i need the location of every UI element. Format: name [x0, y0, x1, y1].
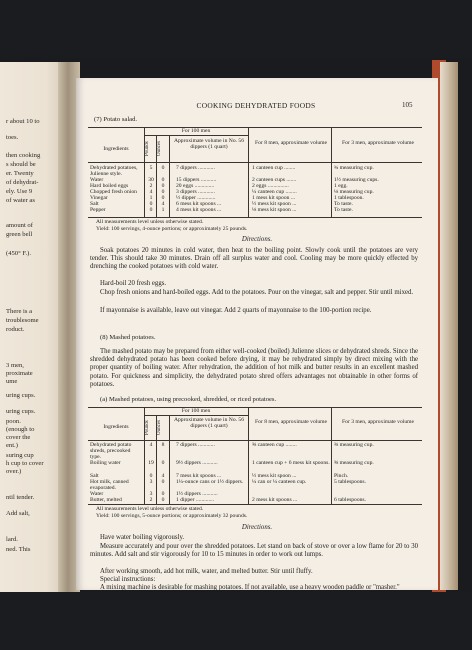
- table-cell: 1 dipper .............: [176, 497, 215, 503]
- left-fragment: cover the: [6, 434, 31, 441]
- table-cell: Dehydrated potato shreds, precooked type.: [90, 442, 132, 460]
- left-fragment: proximate: [6, 370, 33, 377]
- table-cell: 0: [149, 207, 153, 213]
- table-cell: Hard boiled eggs: [90, 183, 129, 189]
- table-cell: 4: [149, 442, 153, 448]
- table-cell: Chopped fresh onion: [90, 189, 137, 195]
- table-cell: 3: [149, 491, 153, 497]
- column-header: Pounds: [145, 141, 150, 157]
- column-header: Ounces: [157, 420, 162, 436]
- left-fragment: then cooking: [6, 152, 41, 159]
- table-cell: 19: [148, 460, 154, 466]
- left-fragment: h cup to cover: [6, 460, 44, 467]
- table-cell: 0: [161, 195, 165, 201]
- column-header: Ingredients: [103, 146, 129, 152]
- left-fragment: There is a: [6, 308, 32, 315]
- table-cell: Boiling water: [90, 460, 121, 466]
- table-cell: 1 egg.: [334, 183, 348, 189]
- table-cell: 0: [161, 189, 165, 195]
- table-cell: 2: [149, 497, 153, 503]
- paragraph: The mashed potato may be prepared from either well-cooked (boiled) Julienne slices or dehydrated shreds. Since the shredded dehydrated potato has been cooked before drying, it may be rehydrated simply by direct mixing with the proper quantity of boiling water. After rehydration, the addition of hot milk and butter results in an excellent mashed potato. For quickness and simplicity, the dehydrated potato shred offers advantages not obtainable in other forms of potatoes.: [90, 348, 418, 388]
- paragraph: Hard-boil 20 fresh eggs.: [100, 280, 167, 287]
- table-cell: 2 mess kit spoons ...: [252, 497, 298, 503]
- table-cell: 6 mess kit spoons ...: [176, 201, 222, 207]
- column-header: For 3 men, approximate volume: [342, 419, 414, 425]
- paragraph: Measure accurately and pour over the shredded potatoes. Let stand on back of stove or over a low flame for 20 to 30 minutes. Add salt and stir vigorously for 10 to 15 minutes in order to work out lumps.: [90, 543, 418, 559]
- table-cell: ¼ can or ¼ canteen cup.: [252, 479, 307, 485]
- table-cell: ¾ measuring cup.: [334, 165, 374, 171]
- left-fragment: er. Twenty: [6, 170, 34, 177]
- left-page: [0, 62, 66, 622]
- left-fragment: Add salt,: [6, 510, 30, 517]
- left-fragment: ent.): [6, 442, 18, 449]
- table-cell: 2 eggs ...............: [252, 183, 289, 189]
- book-page-edges: [440, 62, 458, 590]
- column-header: Ingredients: [103, 424, 129, 430]
- table-cell: 0: [161, 460, 165, 466]
- table-cell: 1: [161, 207, 165, 213]
- group-header: For 100 men: [181, 128, 211, 134]
- directions-heading: Directions.: [241, 236, 273, 243]
- left-fragment: lard.: [6, 536, 18, 543]
- table-cell: To taste.: [334, 207, 353, 213]
- table-cell: 0: [161, 479, 165, 485]
- column-header: Pounds: [145, 420, 150, 436]
- table-cell: Salt: [90, 473, 99, 479]
- table-cell: 1 tablespoon.: [334, 195, 364, 201]
- table-cell: 15 dippers ...........: [176, 177, 217, 183]
- table-cell: 7 dippers ............: [176, 442, 215, 448]
- table-cell: 6 tablespoons.: [334, 497, 367, 503]
- table-cell: 30: [148, 177, 154, 183]
- left-fragment: (enough to: [6, 426, 35, 433]
- left-fragment: ned. This: [6, 546, 31, 553]
- table-cell: 0: [161, 165, 165, 171]
- group-header: For 100 men: [181, 408, 211, 414]
- background-bottom: [0, 592, 472, 650]
- paragraph: If mayonnaise is available, leave out vinegar. Add 2 quarts of mayonnaise to the 100-portion recipe.: [100, 307, 372, 314]
- left-fragment: roduct.: [6, 326, 25, 333]
- table-cell: 1½ dippers ...........: [176, 491, 218, 497]
- table-cell: 4: [149, 189, 153, 195]
- left-fragment: uring cups.: [6, 392, 36, 399]
- table-cell: 4 mess kit spoons ...: [176, 207, 222, 213]
- table-cell: 3 dippers ............: [176, 189, 215, 195]
- table-cell: Pepper: [90, 207, 106, 213]
- column-header: For 3 men, approximate volume: [342, 140, 414, 146]
- recipe-title-potato-salad: (7) Potato salad.: [94, 116, 138, 123]
- table-cell: 0: [161, 177, 165, 183]
- table-cell: 5: [149, 165, 153, 171]
- directions-heading: Directions.: [241, 524, 273, 531]
- paragraph: Have water boiling vigorously.: [100, 534, 185, 541]
- table-cell: 0: [161, 183, 165, 189]
- left-fragment: ume: [6, 378, 18, 385]
- left-fragment: 3 men,: [6, 362, 24, 369]
- table-cell: ½ mess kit spoon ...: [252, 201, 297, 207]
- left-fragment: amount of: [6, 222, 33, 229]
- table-cell: 0: [161, 497, 165, 503]
- left-fragment: over.): [6, 468, 22, 475]
- table-note: Yield: 100 servings, 4-ounce portions; or approximately 25 pounds.: [96, 226, 248, 232]
- table-cell: Hot milk, canned evaporated.: [90, 479, 129, 491]
- table-cell: 4: [161, 473, 165, 479]
- left-fragment: toes.: [6, 134, 19, 141]
- table-cell: Salt: [90, 201, 99, 207]
- table-cell: ⅛ measuring cup.: [334, 189, 374, 195]
- table-cell: ½ mess kit spoon ...: [252, 473, 297, 479]
- column-header: Ounces: [157, 141, 162, 157]
- table-cell: Vinegar: [90, 195, 108, 201]
- table-cell: ½ dipper .............: [176, 195, 216, 201]
- table-cell: ⅛ mess kit spoon ...: [252, 207, 297, 213]
- background-top: [0, 0, 472, 58]
- left-fragment: poon.: [6, 418, 21, 425]
- table-note: All measurements level unless otherwise stated.: [96, 506, 204, 512]
- left-fragment: of dehydrat-: [6, 179, 39, 186]
- sub-recipe-title: (a) Mashed potatoes, using precooked, shredded, or riced potatoes.: [100, 396, 277, 403]
- paragraph: Special instructions:: [100, 576, 156, 583]
- table-cell: ⅝ measuring cup.: [334, 460, 374, 466]
- table-cell: 4: [161, 201, 165, 207]
- table-cell: 8: [161, 442, 165, 448]
- left-fragment: green bell: [6, 231, 33, 238]
- table-cell: ¼ canteen cup ........: [252, 189, 297, 195]
- table-cell: 1: [149, 195, 153, 201]
- paragraph: After working smooth, add hot milk, water, and melted butter. Stir until fluffy.: [100, 568, 313, 575]
- table-cell: 0: [149, 473, 153, 479]
- table-cell: To taste.: [334, 201, 353, 207]
- table-cell: 20 eggs ..............: [176, 183, 215, 189]
- table-cell: ⅜ measuring cup.: [334, 442, 374, 448]
- right-page: [76, 78, 438, 590]
- table-cell: 0: [149, 201, 153, 207]
- table-cell: Pinch.: [334, 473, 349, 479]
- column-header: Approximate volume in No. 56 dippers (1 quart): [173, 417, 245, 430]
- table-cell: 9½ dippers ...........: [176, 460, 218, 466]
- table-cell: 1¼-ounce cans or 1½ dippers.: [176, 479, 244, 485]
- column-header: Approximate volume in No. 56 dippers (1 quart): [173, 138, 245, 151]
- table-cell: 7 dippers ............: [176, 165, 215, 171]
- table-cell: Water: [90, 177, 104, 183]
- left-fragment: (450° F.).: [6, 250, 32, 257]
- table-cell: ⅝ canteen cup ........: [252, 442, 297, 448]
- left-fragment: ntil tender.: [6, 494, 35, 501]
- paragraph: A mixing machine is desirable for mashing potatoes. If not available, use a heavy wooden paddle or "masher.": [100, 584, 400, 590]
- table-cell: Dehydrated potatoes, Julienne style.: [90, 165, 138, 177]
- table-note: All measurements level unless otherwise stated.: [96, 219, 204, 225]
- table-cell: 2 canteen cups .......: [252, 177, 297, 183]
- left-fragment: r about 10 to: [6, 118, 40, 125]
- left-fragment: of water as: [6, 197, 35, 204]
- table-note: Yield: 100 servings, 5-ounce portions; or approximately 32 pounds.: [96, 513, 248, 519]
- left-fragment: suring cup: [6, 452, 34, 459]
- table-cell: 5 tablespoons.: [334, 479, 367, 485]
- recipe-title-mashed-potatoes: (8) Mashed potatoes.: [100, 334, 156, 341]
- left-fragment: ely. Use 9: [6, 188, 33, 195]
- table-cell: 1 mess kit spoon ...: [252, 195, 296, 201]
- left-fragment: uring cups.: [6, 408, 36, 415]
- table-cell: Water: [90, 491, 104, 497]
- table-cell: 3: [149, 479, 153, 485]
- table-cell: Butter, melted: [90, 497, 122, 503]
- table-cell: 2: [149, 183, 153, 189]
- column-header: For 8 men, approximate volume: [255, 140, 327, 146]
- table-cell: 0: [161, 491, 165, 497]
- paragraph: Chop fresh onions and hard-boiled eggs. Add to the potatoes. Pour on the vinegar, salt and pepper. Stir until mixed.: [100, 289, 414, 296]
- running-header: COOKING DEHYDRATED FOODS: [196, 101, 316, 110]
- table-cell: 1½ measuring cups.: [334, 177, 379, 183]
- left-fragment: s should be: [6, 161, 36, 168]
- table-cell: 1 canteen cup ........: [252, 165, 296, 171]
- table-cell: 7 mess kit spoons ...: [176, 473, 222, 479]
- page-number: 105: [402, 101, 413, 109]
- table-cell: 1 canteen cup + 6 mess kit spoons.: [252, 460, 330, 466]
- column-header: For 8 men, approximate volume: [255, 419, 327, 425]
- paragraph: Soak potatoes 20 minutes in cold water, then heat to the boiling point. Slowly cook until the potatoes are very tender. This should take 30 minutes. Drain off all surplus water and cool. Cooling may be more quickly effected by drenching the cooked potatoes with cold water.: [90, 247, 418, 271]
- left-fragment: troublesome: [6, 317, 39, 324]
